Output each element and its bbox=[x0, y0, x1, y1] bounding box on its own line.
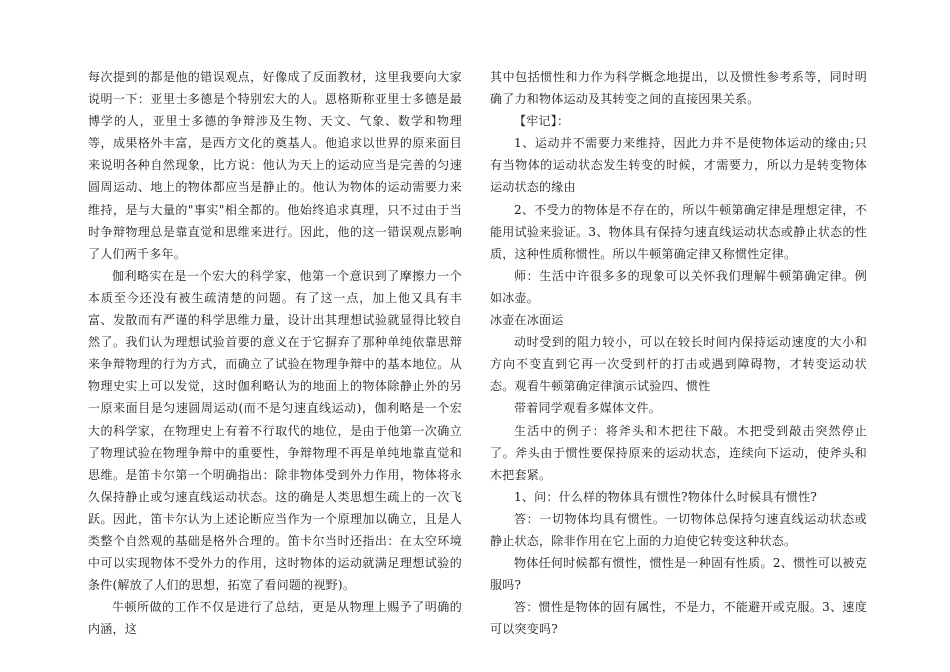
paragraph-point-2-3: 2、不受力的物体是不存在的，所以牛顿第确定律是理想定律，不能用试验来验证。3、物体具有保持匀速直线运动状态或静止状态的性质，这种性质称惯性。所以牛顿第确定律又称惯性定律。 bbox=[490, 202, 867, 261]
paragraph-question-1: 1、问：什么样的物体具有惯性?物体什么时候具有惯性? bbox=[514, 489, 818, 504]
paragraph-inertia-property: 物体任何时候都有惯性，惯性是一种固有性质。2、惯性可以被克服吗? bbox=[490, 556, 867, 593]
paragraph-answer-1: 答：一切物体均具有惯性。一切物体总保持匀速直线运动状态或静止状态，除非作用在它上面的力迫使它转变这种状态。 bbox=[490, 511, 867, 548]
section-heading-remember: 【牢记】： bbox=[514, 114, 570, 129]
paragraph-galileo-descartes: 伽利略实在是一个宏大的科学家，他第一个意识到了摩擦力一个本质至今还没有被生疏清楚的问题。有了这一点，加上他又具有丰富、发散而有严谨的科学思维力量，设计出其理想试验就显得比较自然了。我们认为理想试验首要的意义在于它摒弃了那种单纯依靠思辩来争辩物理的行为方式，而确立了试验在物理争辩中的基本地位。从物理史实上可以发觉，这时伽利略认为的地面上的物体除静止外的另一原来面目是匀速圆周运动(而不是匀速直线运动)，伽利略是一个宏大的科学家，在物理史上有着不行取代的地位，是由于他第一次确立了物理试验在物理争辩中的重要性，争辩物理不再是单纯地靠直觉和思维。是笛卡尔第一个明确指出：除非物体受到外力作用，物体将永久保持静止或匀速直线运动状态。这的确是人类思想生疏上的一次飞跃。因此，笛卡尔认为上述论断应当作为一个原理加以确立，且是人类整个自然观的基础是格外合理的。笛卡尔当时还指出：在太空环境中可以实现物体不受外力的作用，这时物体的运动就满足理想试验的条件(解放了人们的思想，拓宽了看问题的视野)。 bbox=[88, 268, 462, 593]
paragraph-curling-fragment: 冰壶在冰面运 bbox=[490, 313, 564, 328]
paragraph-aristotle: 每次提到的都是他的错误观点，好像成了反面教材，这里我要向大家说明一下：亚里士多德是个特别宏大的人。恩格斯称亚里士多德是最博学的人，亚里士多德的争辩涉及生物、天文、气象、数学和物理等，成果格外丰富，是西方文化的奠基人。他追求以世界的原来面目来说明各种自然现象，比方说：他认为天上的运动应当是完善的匀速圆周运动、地上的物体都应当是静止的。他认为物体的运动需要力来维持，是与大量的"事实"相全都的。他始终追求真理，只不过由于当时争辩物理总是靠直觉和思维来进行。因此，他的这一错误观点影响了人们两千多年。 bbox=[88, 70, 462, 261]
paragraph-newton: 牛顿所做的工作不仅是进行了总结，更是从物理上赐予了明确的内涵，这 bbox=[88, 600, 462, 637]
paragraph-curling-motion: 动时受到的阻力较小，可以在较长时间内保持运动速度的大小和方向不变直到它再一次受到杆的打击或遇到障碍物，才转变运动状态。观看牛顿第确定律演示试验四、惯性 bbox=[490, 335, 867, 394]
paragraph-teacher-curling: 师：生活中许很多多的现象可以关怀我们理解牛顿第确定律。例如冰壶。 bbox=[490, 268, 867, 305]
paragraph-multimedia: 带着同学观看多媒体文件。 bbox=[514, 401, 662, 416]
paragraph-answer-2: 答：惯性是物体的固有属性，不是力，不能避开或克服。3、速度可以突变吗? bbox=[490, 600, 867, 637]
left-text-column bbox=[88, 66, 462, 640]
right-text-column bbox=[490, 66, 867, 640]
paragraph-newton-continued: 其中包括惯性和力作为科学概念地提出，以及惯性参考系等，同时明确了力和物体运动及其转变之间的直接因果关系。 bbox=[490, 70, 867, 107]
paragraph-point-1: 1、运动并不需要力来维持，因此力并不是使物体运动的缘由;只有当物体的运动状态发生转变的时候，才需要力，所以力是转变物体运动状态的缘由 bbox=[490, 136, 867, 195]
paragraph-axe-example: 生活中的例子：将斧头和木把往下敲。木把受到敲击突然停止了。斧头由于惯性要保持原来的运动状态，连续向下运动，使斧头和木把套紧。 bbox=[490, 423, 867, 482]
